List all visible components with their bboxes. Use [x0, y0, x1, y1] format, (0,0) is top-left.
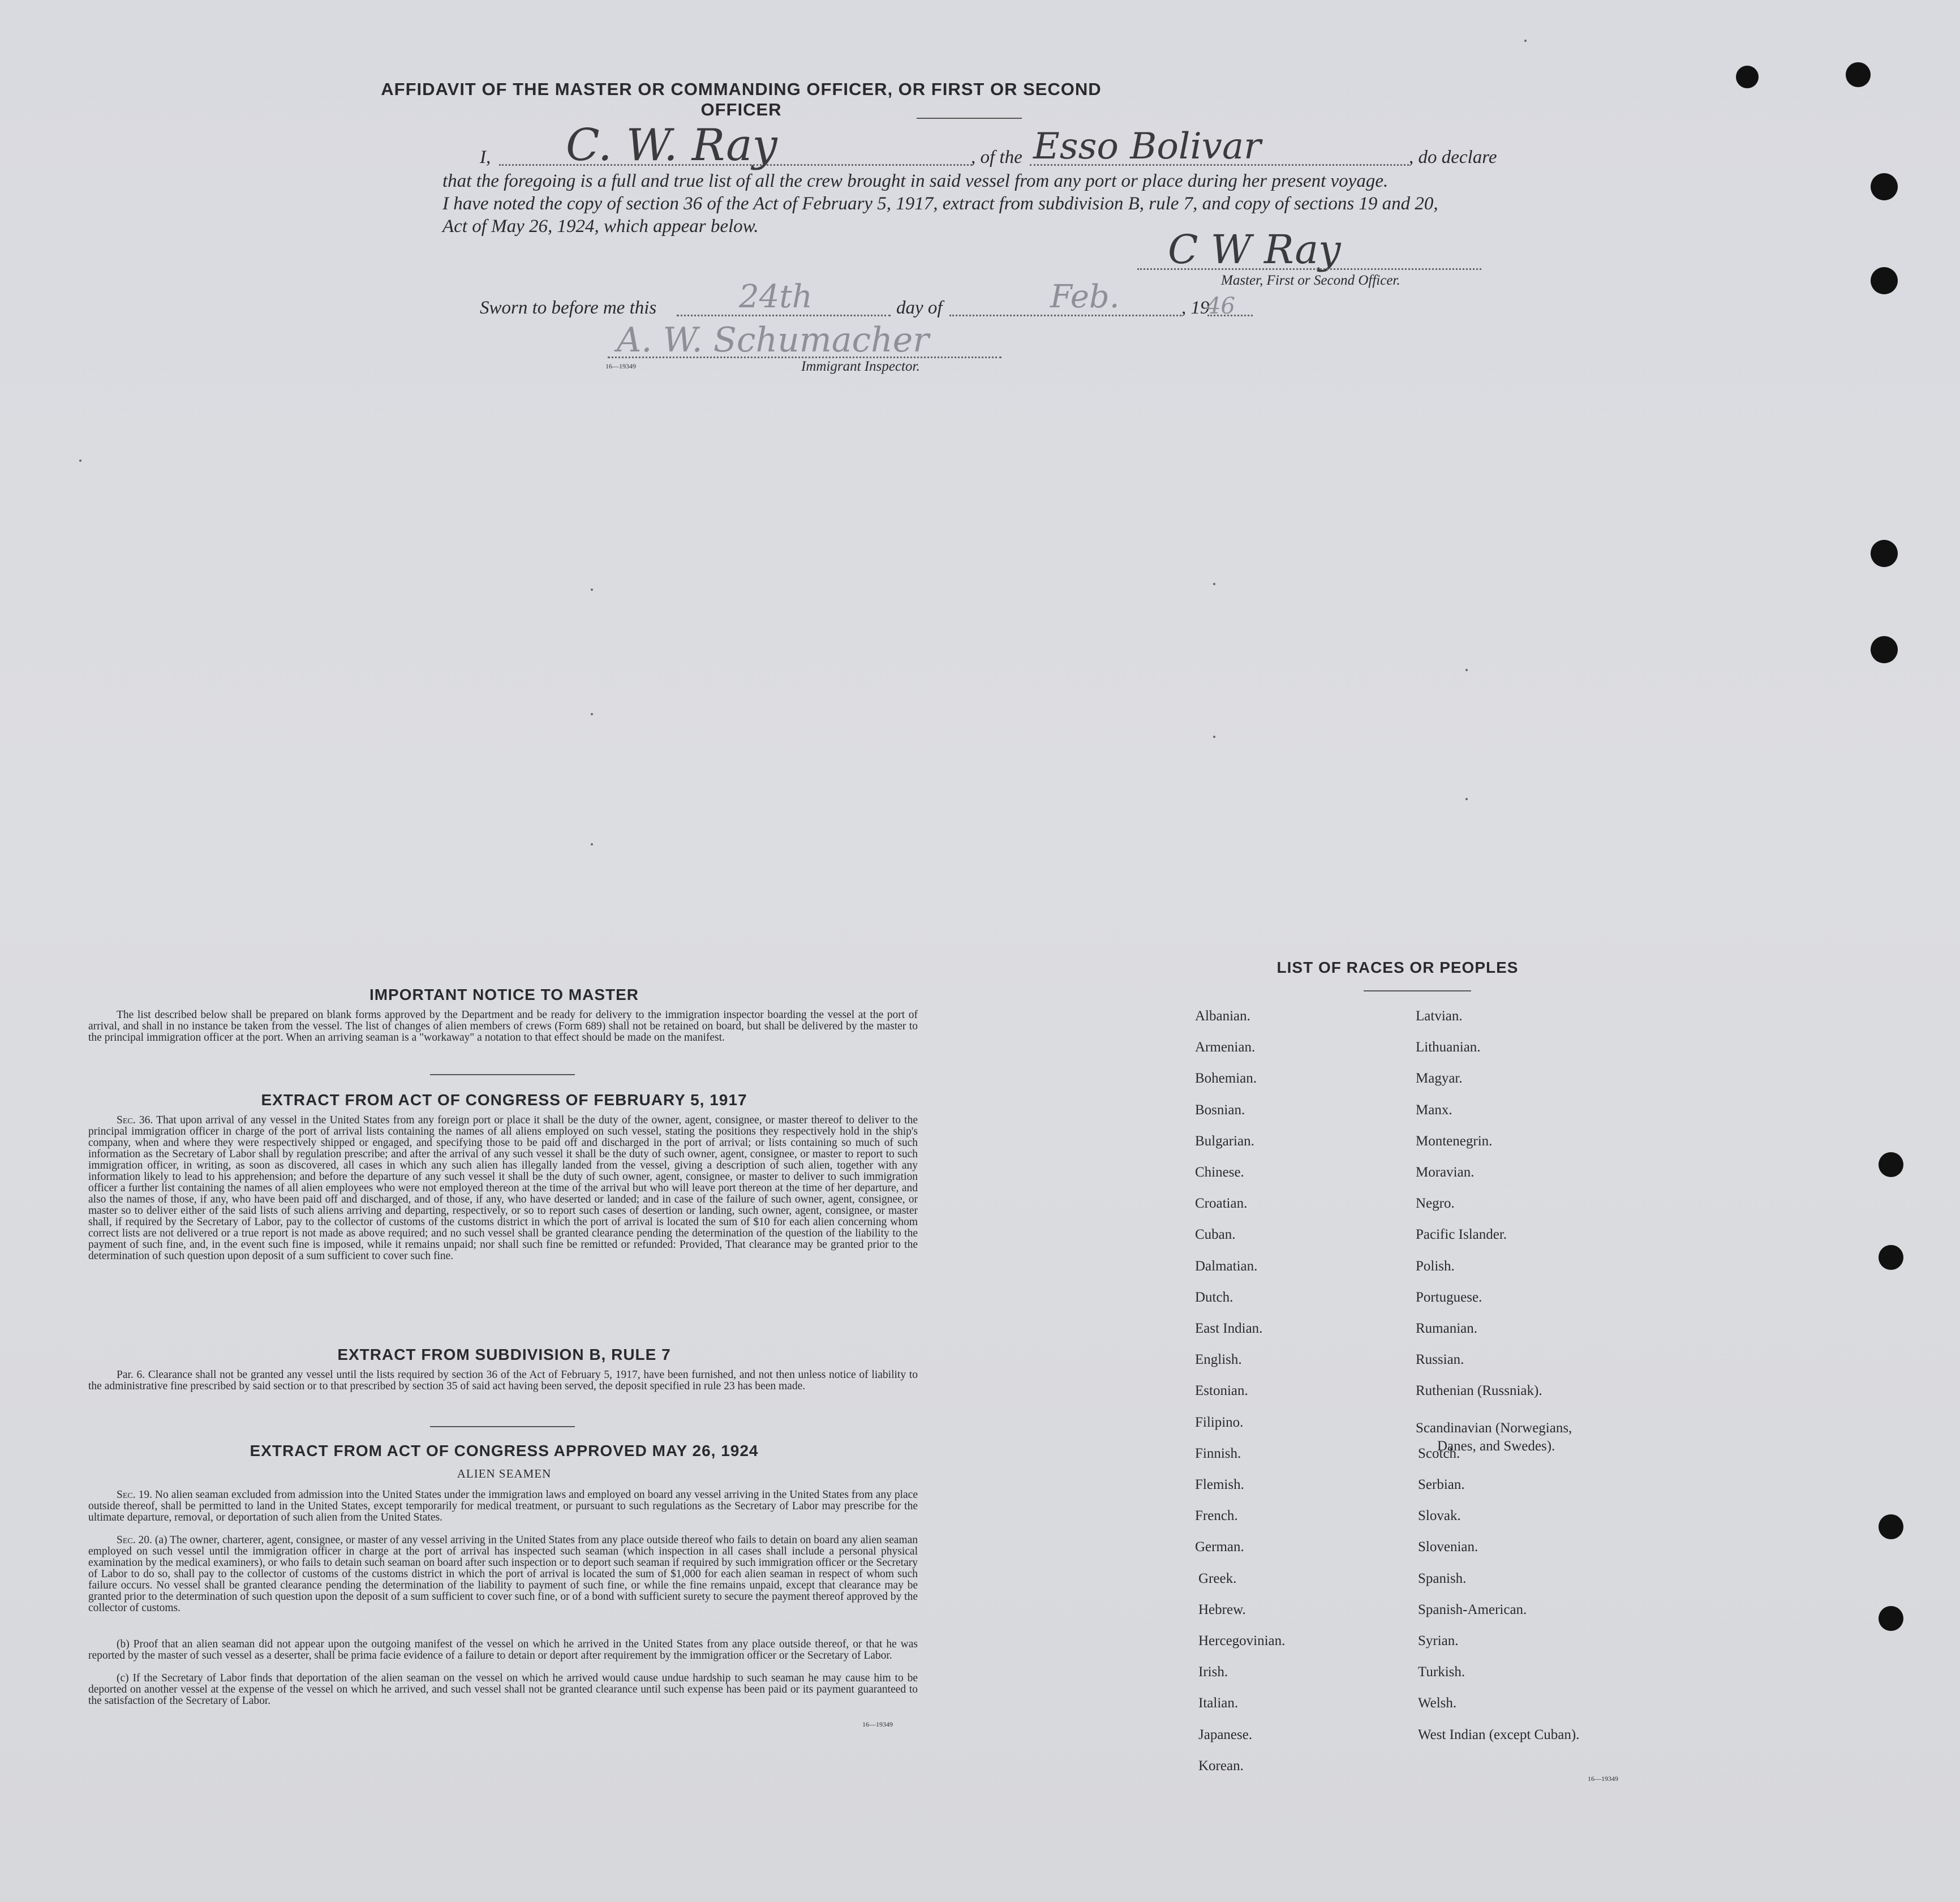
binder-hole — [1879, 1152, 1903, 1177]
race-item: Pacific Islander. — [1416, 1227, 1507, 1243]
race-item: Turkish. — [1418, 1664, 1465, 1680]
extract-1917-text — [88, 1115, 918, 1262]
races-form-number: 16—19349 — [1588, 1775, 1618, 1783]
extract-1924-sec20b: (b) Proof that an alien seaman did not appear upon the outgoing manifest of the vessel on which he arrived in the United States from any place outside thereof, or that he was reported by the master of such vessel as a deserter, shall be prima facie evidence of a failure to detain or deport after requirement by the immigration officer or the Secretary of Labor. — [88, 1638, 918, 1661]
race-item: Scandinavian (Norwegians, — [1416, 1420, 1572, 1436]
notice-divider — [430, 1074, 575, 1075]
inspector-signature-line — [608, 357, 1002, 358]
race-item: Flemish. — [1195, 1477, 1244, 1492]
race-item: Scotch. — [1418, 1445, 1460, 1461]
race-item: English. — [1195, 1352, 1242, 1368]
race-item: Syrian. — [1418, 1633, 1459, 1648]
notice-text: The list described below shall be prepared on blank forms approved by the Department and be ready for delivery to the immigration inspector boarding the vessel at the port of arrival, and shall in no instance be taken from the vessel. The list of changes of alien members of crews (Form 689) shall not be retained on board, but shall be delivered by the master to the principal immigration officer at the port. When an arriving seaman is a "workaway" a notation to that effect should be made on the manifest. — [88, 1009, 918, 1044]
binder-hole — [1871, 173, 1898, 200]
extract-1924-subtitle: ALIEN SEAMEN — [457, 1467, 552, 1480]
extract-rule7-text: Par. 6. Clearance shall not be granted any vessel until the lists required by section 36 of the Act of February 5, 1917, have been furnished, and not then unless notice of liability to the administrative fine prescribed by said section or to that prescribed by section 35 of said act having been served, the deposit specified in rule 23 has been made. — [88, 1369, 918, 1392]
race-item: Ruthenian (Russniak). — [1416, 1383, 1542, 1399]
officer-signature-caption: Master, First or Second Officer. — [1221, 273, 1400, 288]
binder-hole — [1736, 66, 1759, 88]
extract-1924-sec19 — [88, 1489, 918, 1523]
scan-speck — [79, 460, 81, 462]
race-item: Greek. — [1198, 1570, 1237, 1586]
sec20a-body: (a) The owner, charterer, agent, consignee, or master of any vessel arriving in the United States from any place outside thereof who fails to detain on board any alien seaman employed on such vessel until the immigration officer in charge at the port of arrival has inspected such seaman (which inspection in all cases shall include a personal physical examination by the medical examiners), or who fails to detain such seaman on board after such inspection or to deport such seaman if required by such immigration officer or the Secretary of Labor to do so, shall pay to the collector of customs of the customs district in which the port of arrival is located the sum of $1,000 for each alien seaman in respect of whom such failure occurs. No vessel shall be granted clearance pending the determination of the liability to payment of such fine, or while the fine remains unpaid, except that clearance may be granted prior to the determination of such question upon the deposit of a sum sufficient to cover such fine, or of a bond with sufficient surety to secure the payment thereof approved by the collector of customs. — [88, 1534, 918, 1614]
binder-hole — [1871, 267, 1898, 294]
race-item: Slovak. — [1418, 1508, 1461, 1524]
sworn-month-handwritten: Feb. — [1050, 278, 1120, 315]
race-item: Rumanian. — [1416, 1321, 1478, 1336]
scan-speck — [1213, 736, 1215, 738]
race-item: Croatian. — [1195, 1196, 1248, 1212]
race-item: Moravian. — [1416, 1165, 1475, 1180]
binder-hole — [1879, 1514, 1903, 1539]
race-item: Portuguese. — [1416, 1289, 1482, 1305]
scan-speck — [591, 843, 593, 845]
race-item: Slovenian. — [1418, 1539, 1478, 1555]
sworn-day-handwritten: 24th — [739, 278, 813, 315]
race-item: Hercegovinian. — [1198, 1633, 1286, 1648]
scan-speck — [1465, 798, 1468, 800]
race-item: Bosnian. — [1195, 1102, 1245, 1118]
extract-rule7-title: EXTRACT FROM SUBDIVISION B, RULE 7 — [337, 1346, 671, 1363]
races-divider — [1364, 990, 1471, 991]
race-item: Lithuanian. — [1416, 1040, 1481, 1055]
declaration-line-3: I have noted the copy of section 36 of the Act of February 5, 1917, extract from subdivision B, rule 7, and copy of sections 19 and 20, — [442, 194, 1438, 214]
race-item: Chinese. — [1195, 1165, 1244, 1180]
race-item: Bulgarian. — [1195, 1133, 1254, 1149]
race-item: West Indian (except Cuban). — [1418, 1727, 1580, 1742]
race-item: Negro. — [1416, 1196, 1455, 1212]
race-item: Hebrew. — [1198, 1602, 1246, 1617]
do-declare-label: , do declare — [1409, 147, 1497, 168]
sec20-label: Sec. 20. — [117, 1534, 152, 1546]
race-item: Cuban. — [1195, 1227, 1236, 1243]
extract-1924-sec20a — [88, 1535, 918, 1614]
binder-hole — [1879, 1245, 1903, 1270]
race-item: Japanese. — [1198, 1727, 1253, 1742]
title-divider — [917, 118, 1022, 119]
race-item: Welsh. — [1418, 1695, 1457, 1711]
race-item: Manx. — [1416, 1102, 1452, 1118]
inspector-caption: Immigrant Inspector. — [801, 359, 920, 374]
officer-signature: C W Ray — [1168, 226, 1341, 273]
extract-1917-body: That upon arrival of any vessel in the United States from any foreign port or place it shall be the duty of the owner, agent, consignee, or master thereof to deliver to the principal immigration officer in charge of the port of arrival lists containing the names of all aliens employed on such vessel, stating the positions they respectively hold in the ship's company, when and where they were respectively shipped or engaged, and specifying those to be paid off and discharged in the port of arrival; or lists containing so much of such information as the Secretary of Labor shall by regulation prescribe; and after the arrival of any such vessel it shall be the duty of such owner, agent, consignee, or master to report to such immigration officer, in writing, as soon as discovered, all cases in which any such alien has illegally landed from the vessel, giving a description of such alien, together with any information likely to lead to his apprehension; and before the departure of any such vessel it shall be the duty of such owner, agent, consignee, or master to deliver to such immigration officer a further list containing the names of all alien employees who were not employed thereon at the time of the arrival but who will leave port thereon at the time of her departure, and also the names of those, if any, who have been paid off and discharged, and of those, if any, who have deserted or landed; and in case of the failure of such owner, agent, consignee, or master so to deliver either of the said lists of such aliens arriving and departing, respectively, or so to report such cases of desertion or landing, such owner, agent, consignee, or master shall, if required by the Secretary of Labor, pay to the collector of customs of the customs district in which the port of arrival is located the sum of $10 for each alien concerning whom correct lists are not delivered or a true report is not made as above required; and no such vessel shall be granted clearance pending the determination of the question of the liability to the payment of such fine, and, in the event such fine is imposed, while it remains unpaid; nor shall such fine be remitted or refunded: Provided, That clearance may be granted prior to the determination of such question upon deposit of a sum sufficient to cover such fine. — [88, 1114, 918, 1262]
affidavit-title: AFFIDAVIT OF THE MASTER OR COMMANDING OFFICER, OR FIRST OR SECOND OFFICER — [381, 79, 1102, 119]
race-item: Albanian. — [1195, 1008, 1250, 1024]
binder-hole — [1871, 636, 1898, 663]
race-item: French. — [1195, 1508, 1238, 1524]
race-item: Finnish. — [1195, 1445, 1241, 1461]
declaration-prefix: I, — [480, 147, 491, 168]
race-item: Spanish. — [1418, 1570, 1467, 1586]
year-prefix: , 19 — [1181, 298, 1210, 318]
sec19-body: No alien seaman excluded from admission into the United States under the immigration laws and employed on board any vessel arriving in the United States from any place outside thereof, shall be permitted to land in the United States, except temporarily for medical treatment, or pursuant to such regulations as the Secretary of Labor may prescribe for the ultimate departure, removal, or deportation of such alien from the United States. — [88, 1489, 918, 1523]
notice-title: IMPORTANT NOTICE TO MASTER — [369, 986, 639, 1003]
rule7-divider — [430, 1426, 575, 1427]
race-item: Italian. — [1198, 1695, 1239, 1711]
declaration-line-4: Act of May 26, 1924, which appear below. — [442, 216, 759, 237]
race-item: Armenian. — [1195, 1040, 1256, 1055]
officer-signature-line — [1137, 268, 1481, 270]
officer-name-handwritten: C. W. Ray — [566, 120, 777, 171]
race-item: Dutch. — [1195, 1289, 1233, 1305]
race-item: Irish. — [1198, 1664, 1228, 1680]
extract-1924-sec20c: (c) If the Secretary of Labor finds that deportation of the alien seaman on the vessel on which he arrived would cause undue hardship to such seaman he may cause him to be deported on another vessel at the expense of the vessel on which he arrived, and such vessel shall not be granted clearance until such expense has been paid or its payment guaranteed to the satisfaction of the Secretary of Labor. — [88, 1672, 918, 1707]
race-item: Korean. — [1198, 1758, 1244, 1774]
binder-hole — [1879, 1606, 1903, 1631]
race-item: Dalmatian. — [1195, 1258, 1258, 1274]
declaration-line-2: that the foregoing is a full and true list of all the crew brought in said vessel from any port or place during her present voyage. — [442, 171, 1389, 191]
scan-speck — [591, 589, 593, 591]
race-item: Spanish-American. — [1418, 1602, 1527, 1617]
extract-1917-title: EXTRACT FROM ACT OF CONGRESS OF FEBRUARY 5, 1917 — [261, 1091, 747, 1109]
scan-speck — [1524, 40, 1527, 42]
extract-form-number: 16—19349 — [862, 1720, 893, 1728]
of-the-label: , of the — [971, 147, 1022, 168]
race-item: Polish. — [1416, 1258, 1455, 1274]
race-item: Serbian. — [1418, 1477, 1465, 1492]
scan-speck — [591, 713, 593, 715]
day-of-label: day of — [896, 298, 943, 318]
race-item: Filipino. — [1195, 1414, 1244, 1430]
inspector-form-number: 16—19349 — [605, 362, 636, 370]
race-item: Bohemian. — [1195, 1071, 1257, 1087]
race-item: Russian. — [1416, 1352, 1464, 1368]
binder-hole — [1871, 540, 1898, 567]
sworn-year-handwritten: 46 — [1206, 293, 1235, 319]
races-title: LIST OF RACES OR PEOPLES — [1276, 959, 1519, 976]
sworn-prefix: Sworn to before me this — [480, 298, 657, 318]
extract-1924-title: EXTRACT FROM ACT OF CONGRESS APPROVED MAY 26, 1924 — [250, 1442, 759, 1459]
inspector-signature: A. W. Schumacher — [617, 320, 929, 360]
extract-1917-sec-label: Sec. 36. — [117, 1114, 153, 1126]
race-item: Latvian. — [1416, 1008, 1463, 1024]
scan-speck — [1465, 669, 1468, 671]
sec19-label: Sec. 19. — [117, 1489, 152, 1501]
race-item: East Indian. — [1195, 1321, 1263, 1336]
race-item: Danes, and Swedes). — [1437, 1439, 1555, 1454]
scan-speck — [1213, 583, 1215, 585]
binder-hole — [1846, 62, 1871, 87]
vessel-name-handwritten: Esso Bolivar — [1033, 126, 1261, 168]
race-item: Magyar. — [1416, 1071, 1463, 1087]
race-item: Estonian. — [1195, 1383, 1248, 1399]
race-item: German. — [1195, 1539, 1244, 1555]
sworn-year-line — [1207, 315, 1253, 316]
race-item: Montenegrin. — [1416, 1133, 1493, 1149]
